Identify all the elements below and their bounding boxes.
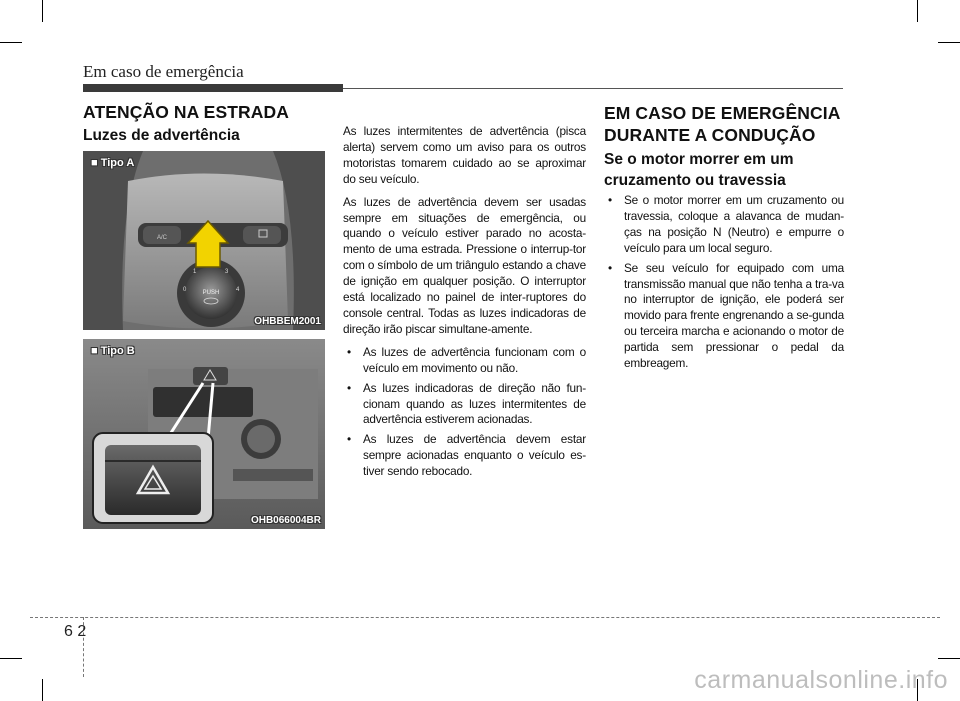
figure-tipo-b-code: OHB066004BR [250,515,321,526]
list-item: • As luzes de advertência funcionam com o veículo em movimento ou não. [343,345,586,377]
paragraph: As luzes intermitentes de advertência (pisca alerta) servem como um aviso para os outros motoristas tomarem cuidado ao se aproximar do seu veículo. [343,124,586,186]
body-text-motor [604,193,844,376]
crop-mark [938,42,960,43]
paragraph: As luzes de advertência devem ser usadas sempre em situações de emergência, ou quando o veículo estiver parado no acosta-mento de uma estrada. Pressione o interrup-tor com o símbolo de um triângulo estando a chave de ignição em qualquer posição. O interruptor está localizado no painel de inter-ruptores do console central. Todas as luzes indicadoras de direção irão piscar simultane-amente. [343,194,586,336]
section-title-line: EM CASO DE EMERGÊNCIA [604,103,841,123]
crop-mark [42,0,43,22]
crop-mark [42,679,43,701]
footer-rule [30,617,940,618]
figure-tipo-b [83,339,325,529]
page-number: 6 2 [64,623,87,640]
ac-button-label: A/C [156,235,168,241]
knob-digit: 0 [183,287,187,293]
list-item: • Se seu veículo for equipado com uma transmissão manual que não tenha a tra-va no interruptor de ignição, ele poderá ser movido para frente engrenando a se-gunda ou terceira marcha e acionando o motor de partida sem pressionar o pedal da embreagem. [604,261,844,372]
knob-push-label: PUSH [202,290,220,296]
crop-mark [917,0,918,22]
subsection-title-line: cruzamento ou travessia [604,172,786,189]
list-item: • As luzes de advertência devem estar sempre acionadas enquanto o veículo es-tiver sendo rebocado. [343,432,586,480]
section-title-atencao: ATENÇÃO NA ESTRADA [83,102,289,122]
knob-digit: 4 [236,287,240,293]
crop-mark [938,658,960,659]
header-rule [343,88,843,89]
figure-tipo-b-label: ■ Tipo B [91,345,135,357]
bullet-list-luzes [343,345,586,480]
running-header: Em caso de emergência [83,62,244,81]
figure-tipo-a-label: ■ Tipo A [91,157,135,169]
list-item: • As luzes indicadoras de direção não fun-cionam quando as luzes intermitentes de advertência estiverem acionadas. [343,381,586,429]
list-item: • Se o motor morrer em um cruzamento ou travessia, coloque a alavanca de mudan-ças na posição N (Neutro) e empurre o veículo para um local seguro. [604,193,844,257]
section-title-emergencia [604,102,840,146]
header-bar [83,84,343,92]
knob-digit: 3 [225,269,229,275]
crop-mark [0,658,22,659]
figure-tipo-a-code: OHBBEM2001 [254,316,321,327]
watermark: carmanualsonline.info [694,666,948,694]
body-text-luzes [343,124,586,484]
figure-tipo-a-illustration [83,151,325,330]
subsection-title-luzes: Luzes de advertência [83,127,240,144]
bullet-list-motor [604,193,844,372]
figure-tipo-a [83,151,325,330]
figure-tipo-b-illustration [83,339,325,529]
subsection-title-motor [604,149,794,191]
section-title-line: DURANTE A CONDUÇÃO [604,125,816,145]
crop-mark [0,42,22,43]
knob-digit: 1 [193,269,197,275]
subsection-title-line: Se o motor morrer em um [604,151,794,168]
